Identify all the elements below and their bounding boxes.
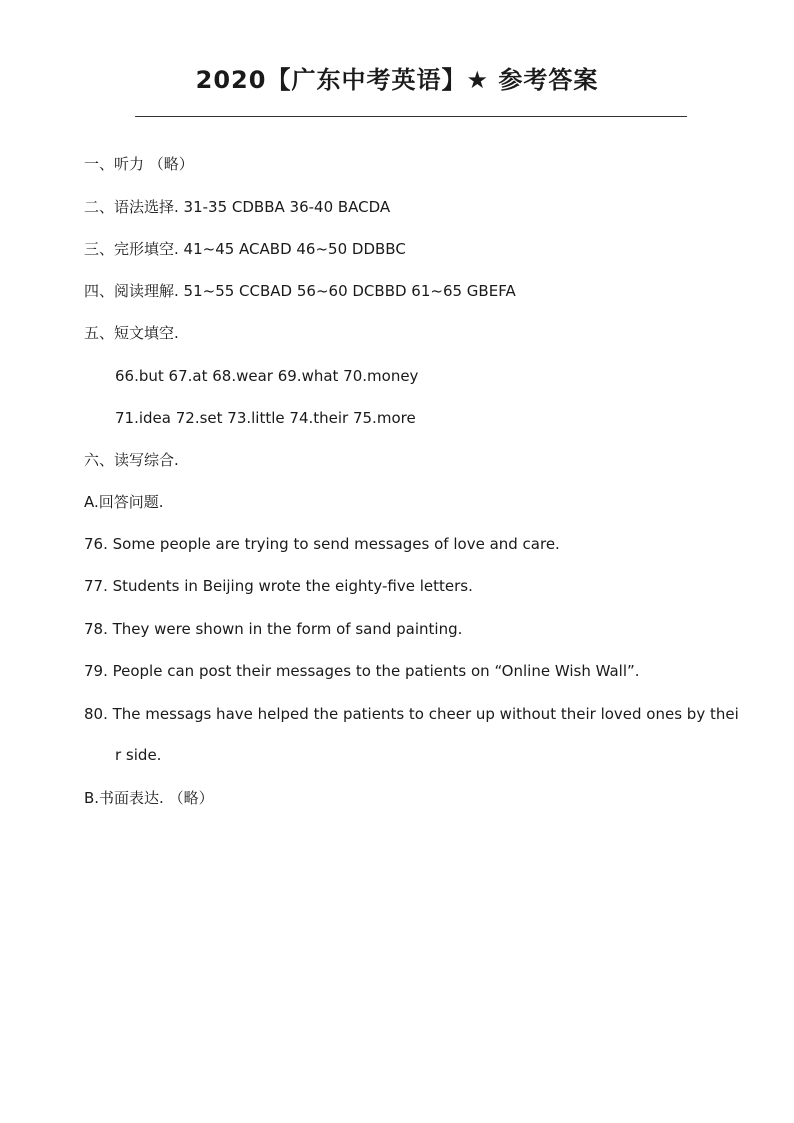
section-reading-writing: 六、读写综合. — [84, 451, 179, 469]
answer-78: 78. They were shown in the form of sand painting. — [84, 620, 463, 638]
answer-80-continuation: r side. — [115, 746, 162, 764]
answer-80: 80. The messags have helped the patients to cheer up without their loved ones by thei — [84, 705, 739, 723]
subsection-writing: B.书面表达. （略） — [84, 789, 214, 807]
section-grammar: 二、语法选择. 31-35 CDBBA 36-40 BACDA — [84, 198, 391, 216]
title-underline — [135, 116, 687, 117]
answer-79: 79. People can post their messages to the patients on “Online Wish Wall”. — [84, 662, 640, 680]
fill-blanks-answers-2: 71.idea 72.set 73.little 74.their 75.more — [115, 409, 416, 427]
answer-76: 76. Some people are trying to send messages of love and care. — [84, 535, 560, 553]
section-fill-blanks: 五、短文填空. — [84, 324, 179, 342]
document-title: 2020【广东中考英语】★ 参考答案 — [195, 66, 599, 94]
section-listening: 一、听力 （略） — [84, 155, 194, 173]
section-reading: 四、阅读理解. 51~55 CCBAD 56~60 DCBBD 61~65 GBEFA — [84, 282, 516, 300]
subsection-questions: A.回答问题. — [84, 493, 164, 511]
section-cloze: 三、完形填空. 41~45 ACABD 46~50 DDBBC — [84, 240, 406, 258]
answer-77: 77. Students in Beijing wrote the eighty-five letters. — [84, 577, 473, 595]
fill-blanks-answers-1: 66.but 67.at 68.wear 69.what 70.money — [115, 367, 419, 385]
